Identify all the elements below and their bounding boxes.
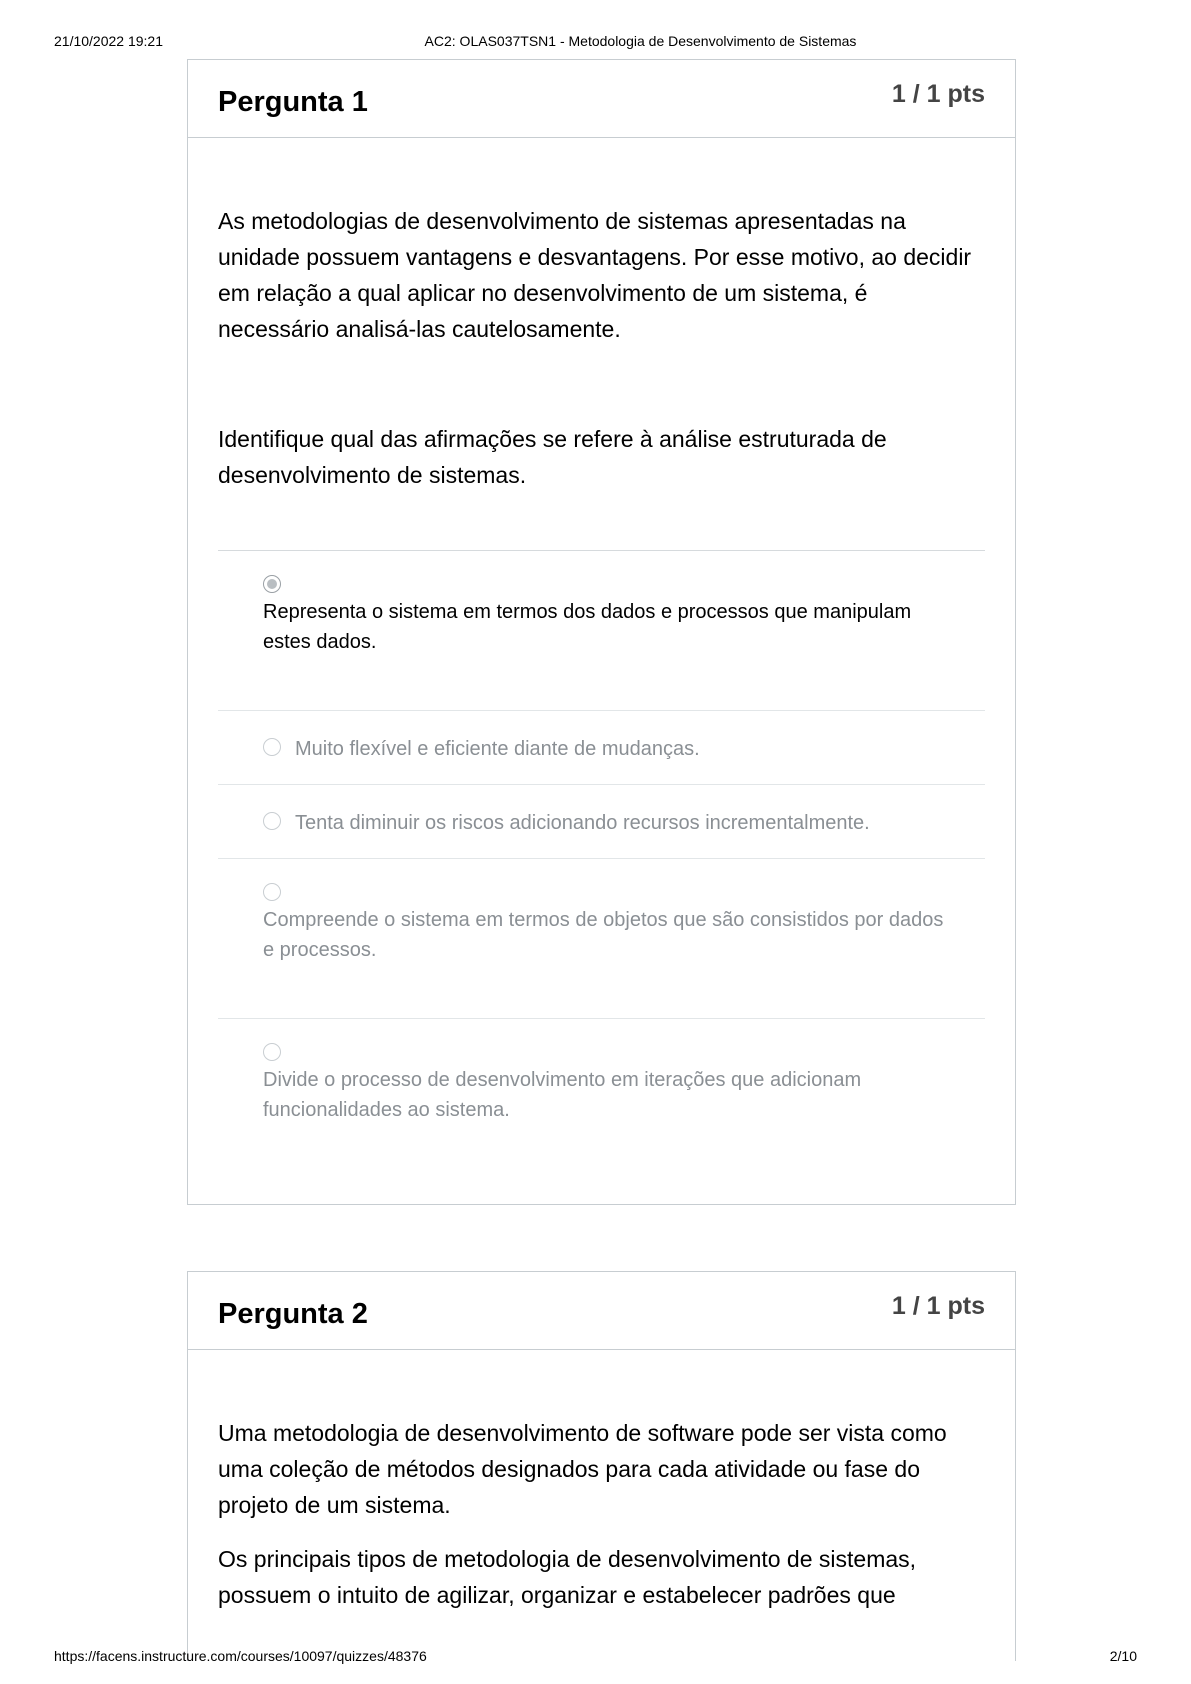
question-title: Pergunta 1 <box>218 86 368 118</box>
question-points: 1 / 1 pts <box>891 1292 985 1320</box>
answer-option-3[interactable] <box>218 785 985 859</box>
answer-option-1[interactable] <box>218 551 985 711</box>
question-points: 1 / 1 pts <box>891 80 985 108</box>
print-url: https://facens.instructure.com/courses/10097/quizzes/48376 <box>54 1648 427 1664</box>
answer-label: Muito flexível e eficiente diante de mudanças. <box>295 738 700 760</box>
question-paragraph: As metodologias de desenvolvimento de sistemas apresentadas na unidade possuem vantagens e desvantagens. Por esse motivo, ao decidir em relação a qual aplicar no desenvolvimento de um sistema, é necessário analisá-las cautelosamente. <box>218 208 972 342</box>
question-text <box>218 1350 985 1613</box>
print-page-number: 2/10 <box>1109 1648 1137 1664</box>
question-header <box>188 60 1015 138</box>
print-header <box>54 33 1137 51</box>
question-text <box>218 138 985 493</box>
question-body <box>188 1350 1015 1613</box>
radio-icon[interactable] <box>263 738 281 756</box>
question-2 <box>187 1271 1016 1661</box>
question-paragraph: Uma metodologia de desenvolvimento de software pode ser vista como uma coleção de métodos designados para cada atividade ou fase do projeto de um sistema. <box>218 1420 947 1518</box>
answer-label: Tenta diminuir os riscos adicionando recursos incrementalmente. <box>295 812 870 834</box>
print-page-title: AC2: OLAS037TSN1 - Metodologia de Desenvolvimento de Sistemas <box>424 33 857 49</box>
print-datetime: 21/10/2022 19:21 <box>54 33 163 49</box>
radio-icon[interactable] <box>263 883 281 901</box>
question-1 <box>187 59 1016 1205</box>
answer-label: Compreende o sistema em termos de objetos que são consistidos por dados e processos. <box>263 909 944 961</box>
question-paragraph: Os principais tipos de metodologia de desenvolvimento de sistemas, possuem o intuito de agilizar, organizar e estabelecer padrões que <box>218 1546 917 1608</box>
question-header <box>188 1272 1015 1350</box>
answer-label: Divide o processo de desenvolvimento em iterações que adicionam funcionalidades ao sistema. <box>263 1069 862 1121</box>
question-paragraph: Identifique qual das afirmações se refere à análise estruturada de desenvolvimento de sistemas. <box>218 426 887 488</box>
answer-option-4[interactable] <box>218 859 985 1019</box>
answer-label: Representa o sistema em termos dos dados e processos que manipulam estes dados. <box>263 601 912 653</box>
answer-list <box>218 550 985 1209</box>
radio-icon[interactable] <box>263 1043 281 1061</box>
radio-icon[interactable] <box>263 812 281 830</box>
answer-option-2[interactable] <box>218 711 985 785</box>
answer-option-5[interactable] <box>218 1019 985 1209</box>
question-body <box>188 138 1015 1209</box>
question-title: Pergunta 2 <box>218 1298 368 1330</box>
radio-selected-icon[interactable] <box>263 575 281 593</box>
print-footer <box>54 1648 1137 1666</box>
